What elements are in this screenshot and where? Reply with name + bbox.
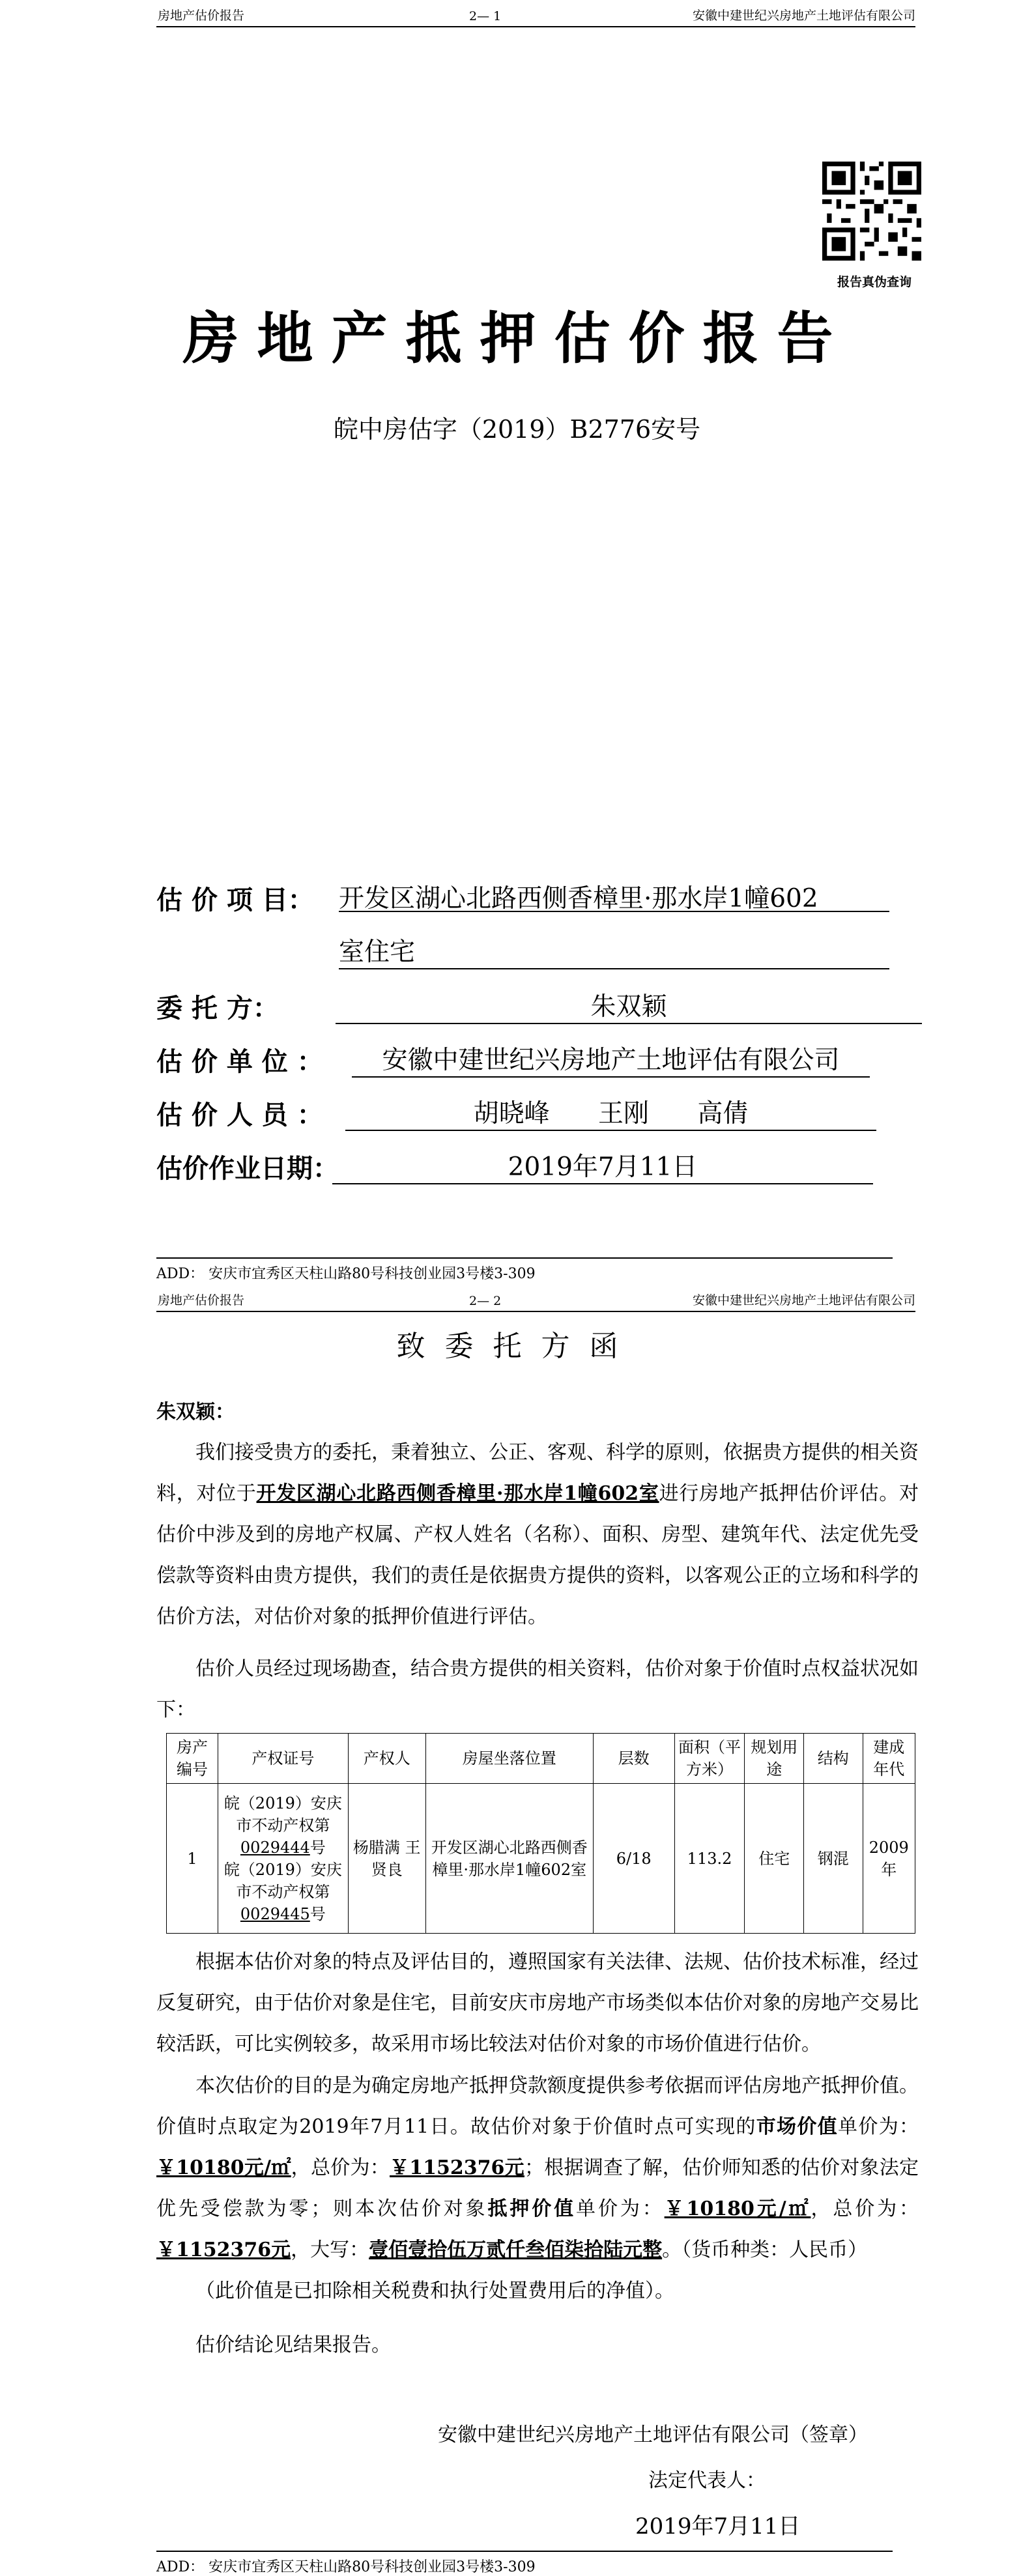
para4-text: 本次估价的目的是为确定房地产抵押贷款额度提供参考依据而评估房地产抵押价值。价值时点取定为2019年7月11日。故估价对象于价值时点可实现的 (156, 2074, 919, 2138)
col-header: 结构 (804, 1734, 863, 1784)
field-label-appraiser-org: 估 价 单 位 ： (156, 1046, 323, 1077)
cert-a-number: 0029444 (240, 1838, 310, 1857)
para1-text-2: 进行房地产抵押估价评估。对估价中涉及到的房地产权属、产权人姓名（名称）、面积、房型、建筑年代、法定优先受偿款等资料由贵方提供，我们的责任是依据贵方提供的资料，以客观公正的立场和科学的估价方法，对估价对象的抵押价值进行评估。 (156, 1482, 919, 1628)
field-label-appraisers: 估 价 人 员 ： (156, 1100, 323, 1130)
cell-floors: 6/18 (593, 1784, 674, 1934)
paragraph-1 (156, 1432, 919, 1637)
table-row (167, 1784, 915, 1934)
cert-b-number: 0029445 (240, 1904, 310, 1923)
field-value-client: 朱双颖 (336, 986, 922, 1024)
page1-header (156, 0, 915, 27)
property-table (166, 1733, 915, 1934)
cell-location: 开发区湖心北路西侧香樟里·那水岸1幢602室 (425, 1784, 593, 1934)
header-page-number: 2— 2 (469, 1294, 502, 1308)
signature-company: 安徽中建世纪兴房地产土地评估有限公司（签章） (438, 2424, 868, 2446)
field-value-project-2: 室住宅 (339, 932, 889, 969)
para4-text: ；根据调查了解，估价师知悉的估价对象法定优先受偿款为零；则本次估价对象 (156, 2156, 919, 2220)
cell-owners: 杨腊满 王贤良 (348, 1784, 425, 1934)
para4-text: ，总价为： (291, 2156, 390, 2179)
col-header: 规划用途 (745, 1734, 804, 1784)
market-total-price: ￥1152376元 (390, 2156, 524, 2179)
para4-text: ，大写： (291, 2239, 369, 2261)
cert-a-suffix: 号 (309, 1838, 326, 1857)
market-value-label: 市场价值 (756, 2115, 839, 2138)
cell-year: 2009年 (863, 1784, 915, 1934)
property-address: 开发区湖心北路西侧香樟里·那水岸1幢602室 (256, 1482, 659, 1505)
header-right: 安徽中建世纪兴房地产土地评估有限公司 (692, 8, 915, 23)
para1-text: 我们接受贵方的委托，秉着独立、公正、客观、科学的原则，依据贵方提供的相关资料，对位于 (156, 1441, 919, 1505)
qr-caption: 报告真伪查询 (837, 275, 912, 289)
net-value-note: （此价值是已扣除相关税费和执行处置费用后的净值）。 (195, 2280, 674, 2302)
para4-text: 单价为： (838, 2115, 919, 2138)
col-header: 房屋坐落位置 (425, 1734, 593, 1784)
paragraph-3: 根据本估价对象的特点及评估目的，遵照国家有关法律、法规、估价技术标准，经过反复研究，由于估价对象是住宅，目前安庆市房地产市场类似本估价对象的房地产交易比较活跃，可比实例较多，故采用市场比较法对估价对象的市场价值进行估价。 (156, 1951, 919, 2055)
report-title: 房地产抵押估价报告 (182, 306, 852, 371)
cert-b-prefix: 皖（2019）安庆市不动产权第 (223, 1860, 342, 1901)
cert-a-prefix: 皖（2019）安庆市不动产权第 (223, 1794, 342, 1835)
paragraph-4 (156, 2065, 919, 2311)
paragraph-2: 估价人员经过现场勘查，结合贵方提供的相关资料，估价对象于价值时点权益状况如下： (156, 1657, 919, 1721)
cell-area: 113.2 (674, 1784, 745, 1934)
legal-representative: 法定代表人： (648, 2469, 766, 2492)
field-label-project: 估 价 项 目： (156, 885, 314, 915)
field-value-project: 开发区湖心北路西侧香樟里·那水岸1幢602 (339, 884, 818, 913)
mortgage-unit-price: ￥10180元/㎡ (664, 2197, 811, 2220)
col-header: 层数 (593, 1734, 674, 1784)
currency-note: 。（货币种类：人民币） (662, 2239, 868, 2261)
col-header: 房产编号 (167, 1734, 218, 1784)
cert-b-suffix: 号 (309, 1904, 326, 1923)
field-label-work-date: 估价作业日期： (156, 1153, 339, 1184)
para4-text: ，总价为： (811, 2197, 919, 2220)
field-label-client: 委 托 方： (156, 993, 279, 1023)
header-right: 安徽中建世纪兴房地产土地评估有限公司 (692, 1293, 915, 1308)
cell-structure: 钢混 (804, 1784, 863, 1934)
cell-use: 住宅 (745, 1784, 804, 1934)
col-header: 建成年代 (863, 1734, 915, 1784)
signature-date: 2019年7月11日 (635, 2513, 801, 2540)
field-value-appraisers: 胡晓峰 王刚 高倩 (345, 1093, 876, 1131)
mortgage-total-price: ￥1152376元 (156, 2239, 291, 2261)
letter-title: 致委托方函 (396, 1330, 638, 1363)
header-left: 房地产估价报告 (158, 8, 245, 23)
col-header: 产权证号 (218, 1734, 349, 1784)
cell-cert (218, 1784, 349, 1934)
salutation: 朱双颖： (156, 1401, 235, 1424)
field-underline-project-1 (339, 878, 889, 912)
cell-no: 1 (167, 1784, 218, 1934)
total-price-in-words: 壹佰壹拾伍万贰仟叁佰柒拾陆元整 (369, 2239, 663, 2261)
field-value-appraiser-org: 安徽中建世纪兴房地产土地评估有限公司 (352, 1040, 870, 1078)
qr-code-icon[interactable] (822, 162, 921, 261)
field-value-work-date: 2019年7月11日 (332, 1147, 873, 1184)
page2-footer: ADD： 安庆市宜秀区天柱山路80号科技创业园3号楼3-309 (156, 2551, 893, 2576)
col-header: 面积（平方米） (674, 1734, 745, 1784)
document-number: 皖中房估字（2019）B2776安号 (333, 415, 701, 444)
page2-header (156, 1285, 915, 1312)
para4-text: 单价为： (576, 2197, 665, 2220)
paragraph-5: 估价结论见结果报告。 (195, 2334, 391, 2356)
table-header-row (167, 1734, 915, 1784)
header-page-number: 2— 1 (469, 9, 502, 23)
market-unit-price: ￥10180元/㎡ (156, 2156, 291, 2179)
header-left: 房地产估价报告 (158, 1293, 245, 1308)
mortgage-value-label: 抵押价值 (487, 2197, 577, 2220)
page1-footer: ADD： 安庆市宜秀区天柱山路80号科技创业园3号楼3-309 (156, 1257, 893, 1283)
col-header: 产权人 (348, 1734, 425, 1784)
